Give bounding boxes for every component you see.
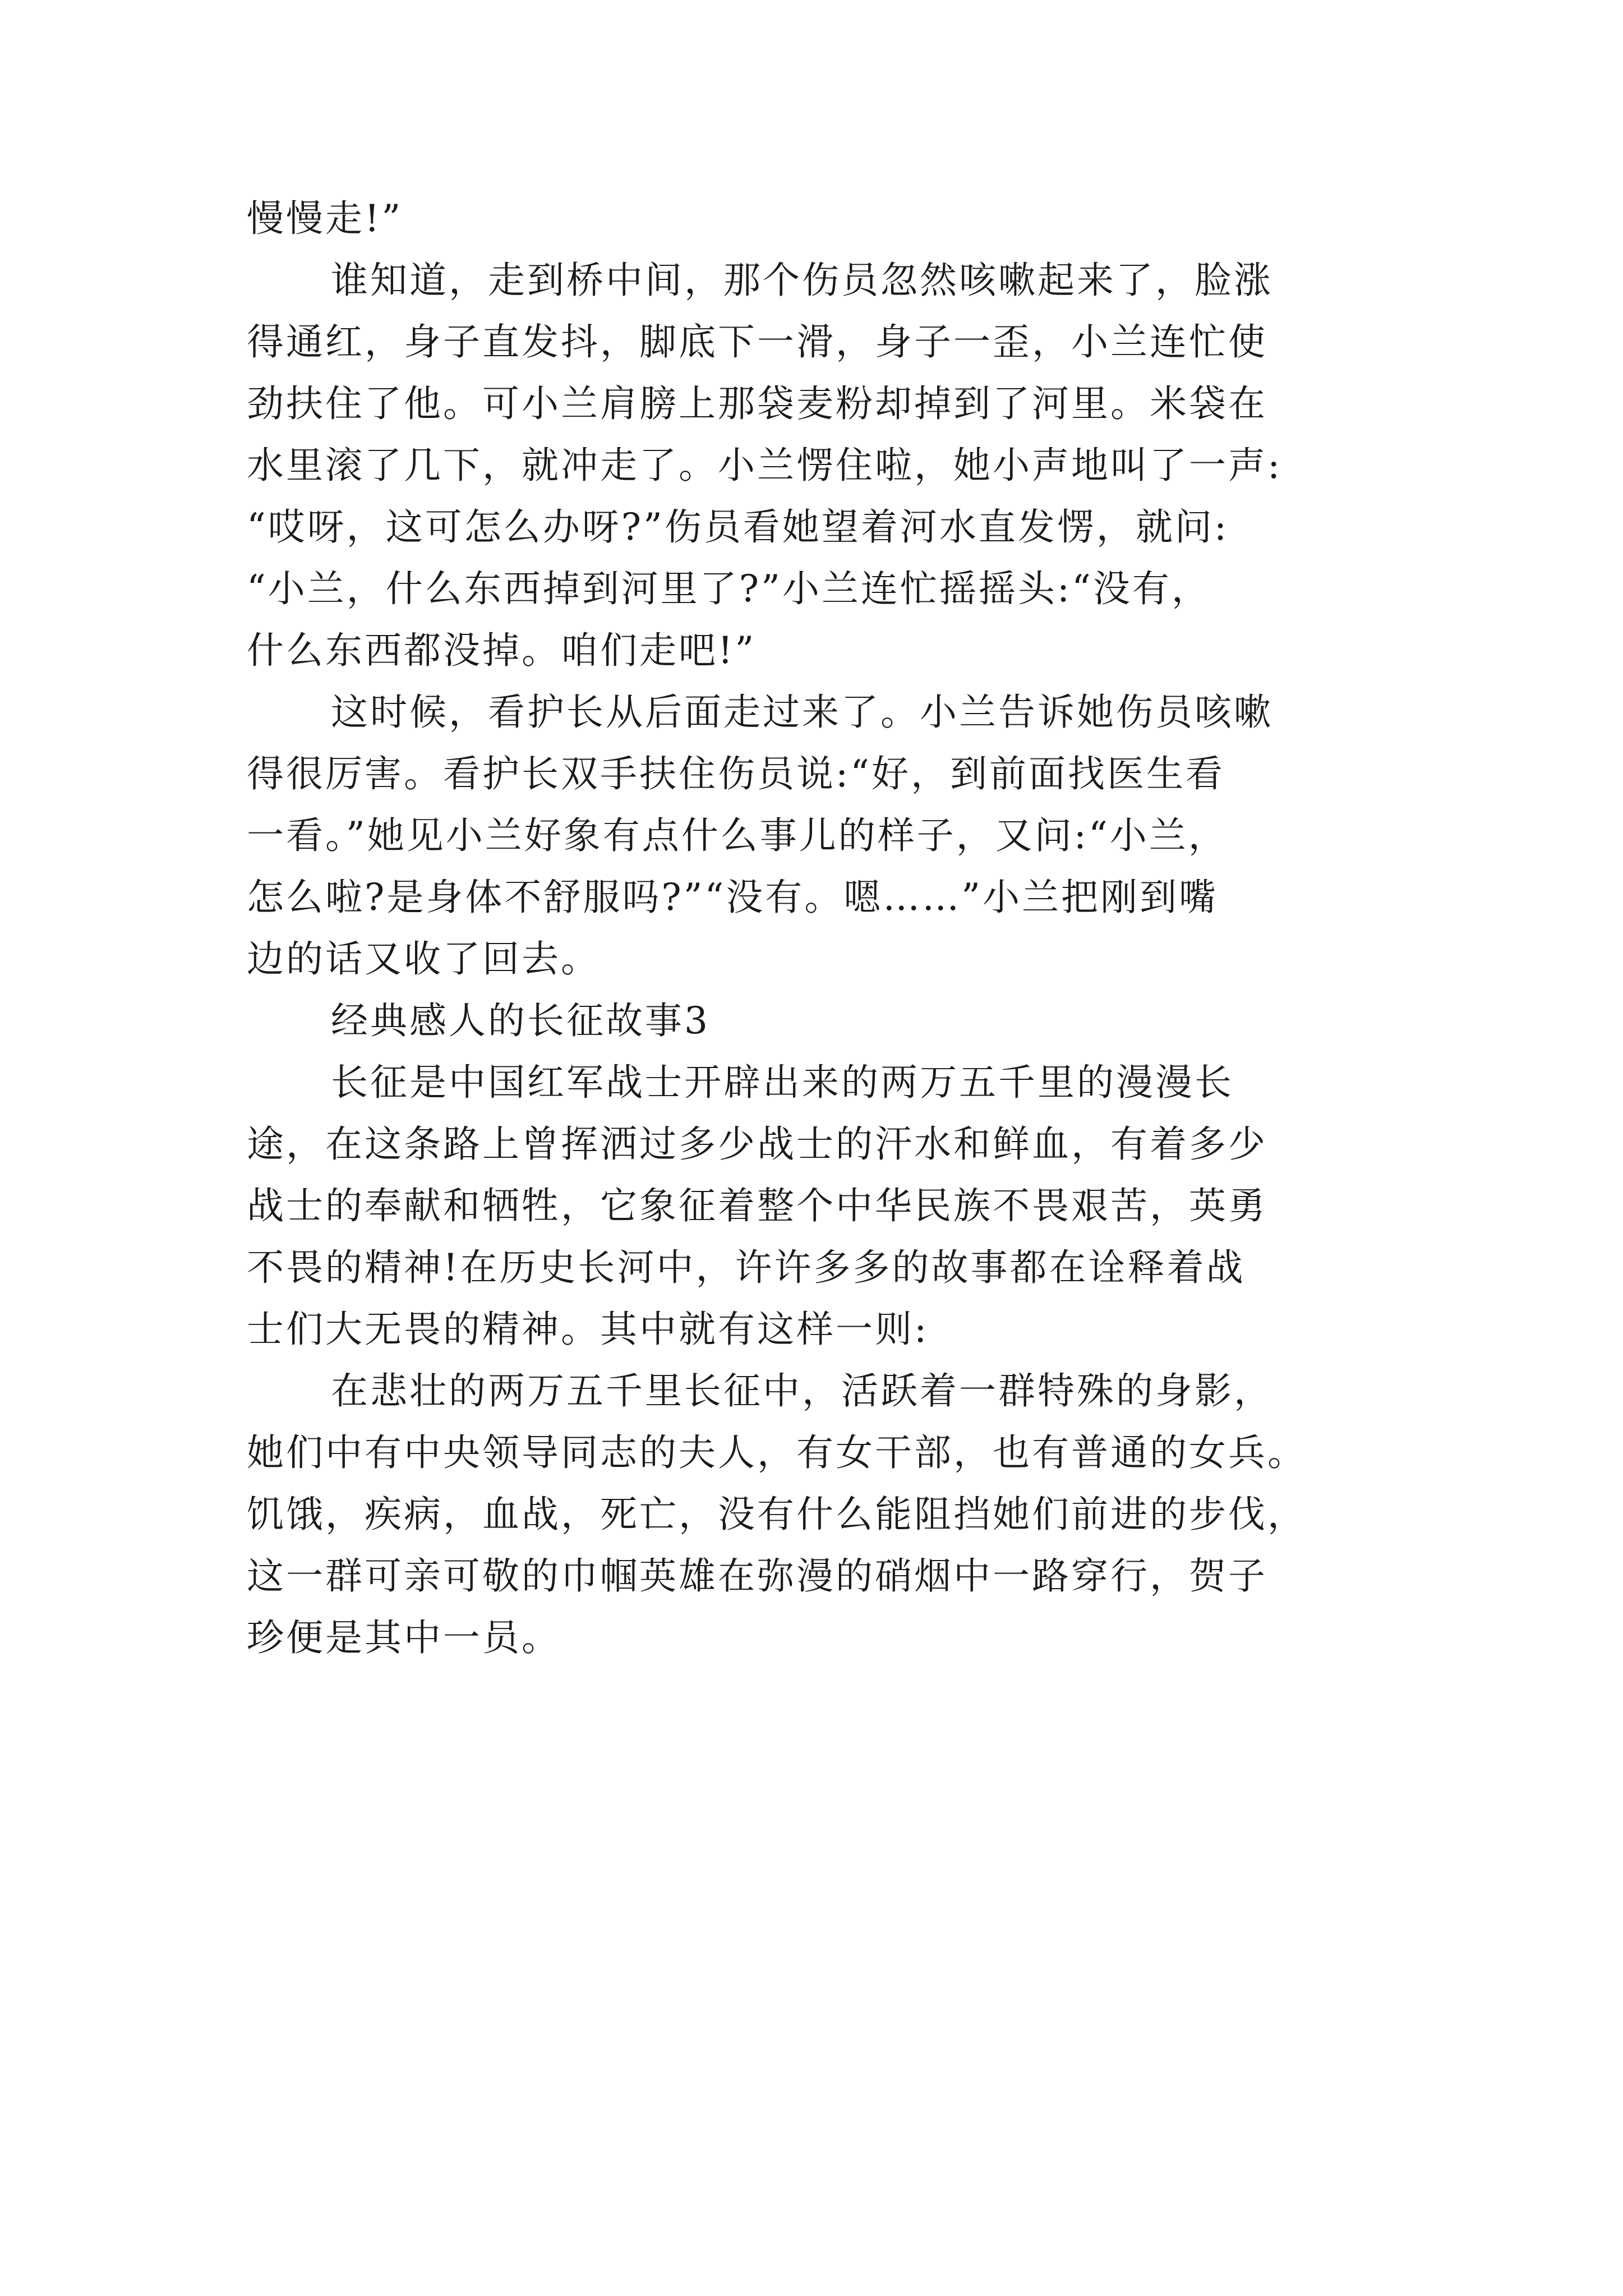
text-line: 谁知道，走到桥中间，那个伤员忽然咳嗽起来了，脸涨 bbox=[331, 259, 1273, 302]
text-line: 战士的奉献和牺牲，它象征着整个中华民族不畏艰苦，英勇 bbox=[247, 1184, 1267, 1227]
text-line: 边的话又收了回去。 bbox=[247, 937, 600, 981]
text-line: 得很厉害。看护长双手扶住伤员说:“好，到前面找医生看 bbox=[247, 752, 1225, 795]
text-line: 得通红，身子直发抖，脚底下一滑，身子一歪，小兰连忙使 bbox=[247, 320, 1267, 364]
section-heading bbox=[247, 990, 1430, 1052]
text-line: 怎么啦?是身体不舒服吗?”“没有。嗯……”小兰把刚到嘴 bbox=[247, 876, 1218, 919]
text-line: 一看。”她见小兰好象有点什么事儿的样子，又问:“小兰， bbox=[247, 814, 1228, 857]
paragraph-bridge bbox=[247, 250, 1430, 682]
paragraph-he-zizhen bbox=[247, 1360, 1430, 1669]
section-heading-text: 经典感人的长征故事3 bbox=[331, 999, 710, 1042]
text-line: 途，在这条路上曾挥洒过多少战士的汗水和鲜血，有着多少 bbox=[247, 1122, 1267, 1166]
text-line: 在悲壮的两万五千里长征中，活跃着一群特殊的身影， bbox=[331, 1369, 1273, 1412]
text-line: “小兰，什么东西掉到河里了?”小兰连忙摇摇头:“没有， bbox=[247, 567, 1211, 610]
text-line: 饥饿，疾病，血战，死亡，没有什么能阻挡她们前进的步伐， bbox=[247, 1493, 1307, 1536]
text-line: 这一群可亲可敬的巾帼英雄在弥漫的硝烟中一路穿行，贺子 bbox=[247, 1554, 1267, 1598]
document-body bbox=[247, 188, 1430, 1669]
paragraph-long-march bbox=[247, 1052, 1430, 1360]
text-line: 珍便是其中一员。 bbox=[247, 1616, 561, 1659]
text-line: 水里滚了几下，就冲走了。小兰愣住啦，她小声地叫了一声: bbox=[247, 444, 1283, 487]
text-line: 什么东西都没掉。咱们走吧!” bbox=[247, 629, 757, 672]
text-line: 慢慢走!” bbox=[247, 197, 403, 240]
text-line: 这时候，看护长从后面走过来了。小兰告诉她伤员咳嗽 bbox=[331, 691, 1273, 734]
text-line: “哎呀，这可怎么办呀?”伤员看她望着河水直发愣，就问: bbox=[247, 505, 1229, 549]
text-line: 不畏的精神!在历史长河中，许许多多的故事都在诠释着战 bbox=[247, 1246, 1246, 1289]
text-line: 她们中有中央领导同志的夫人，有女干部，也有普通的女兵。 bbox=[247, 1431, 1307, 1474]
paragraph-continuation bbox=[247, 188, 1430, 250]
text-line: 劲扶住了他。可小兰肩膀上那袋麦粉却掉到了河里。米袋在 bbox=[247, 382, 1267, 425]
paragraph-nurse bbox=[247, 682, 1430, 990]
text-line: 士们大无畏的精神。其中就有这样一则: bbox=[247, 1308, 929, 1351]
text-line: 长征是中国红军战士开辟出来的两万五千里的漫漫长 bbox=[331, 1061, 1234, 1104]
